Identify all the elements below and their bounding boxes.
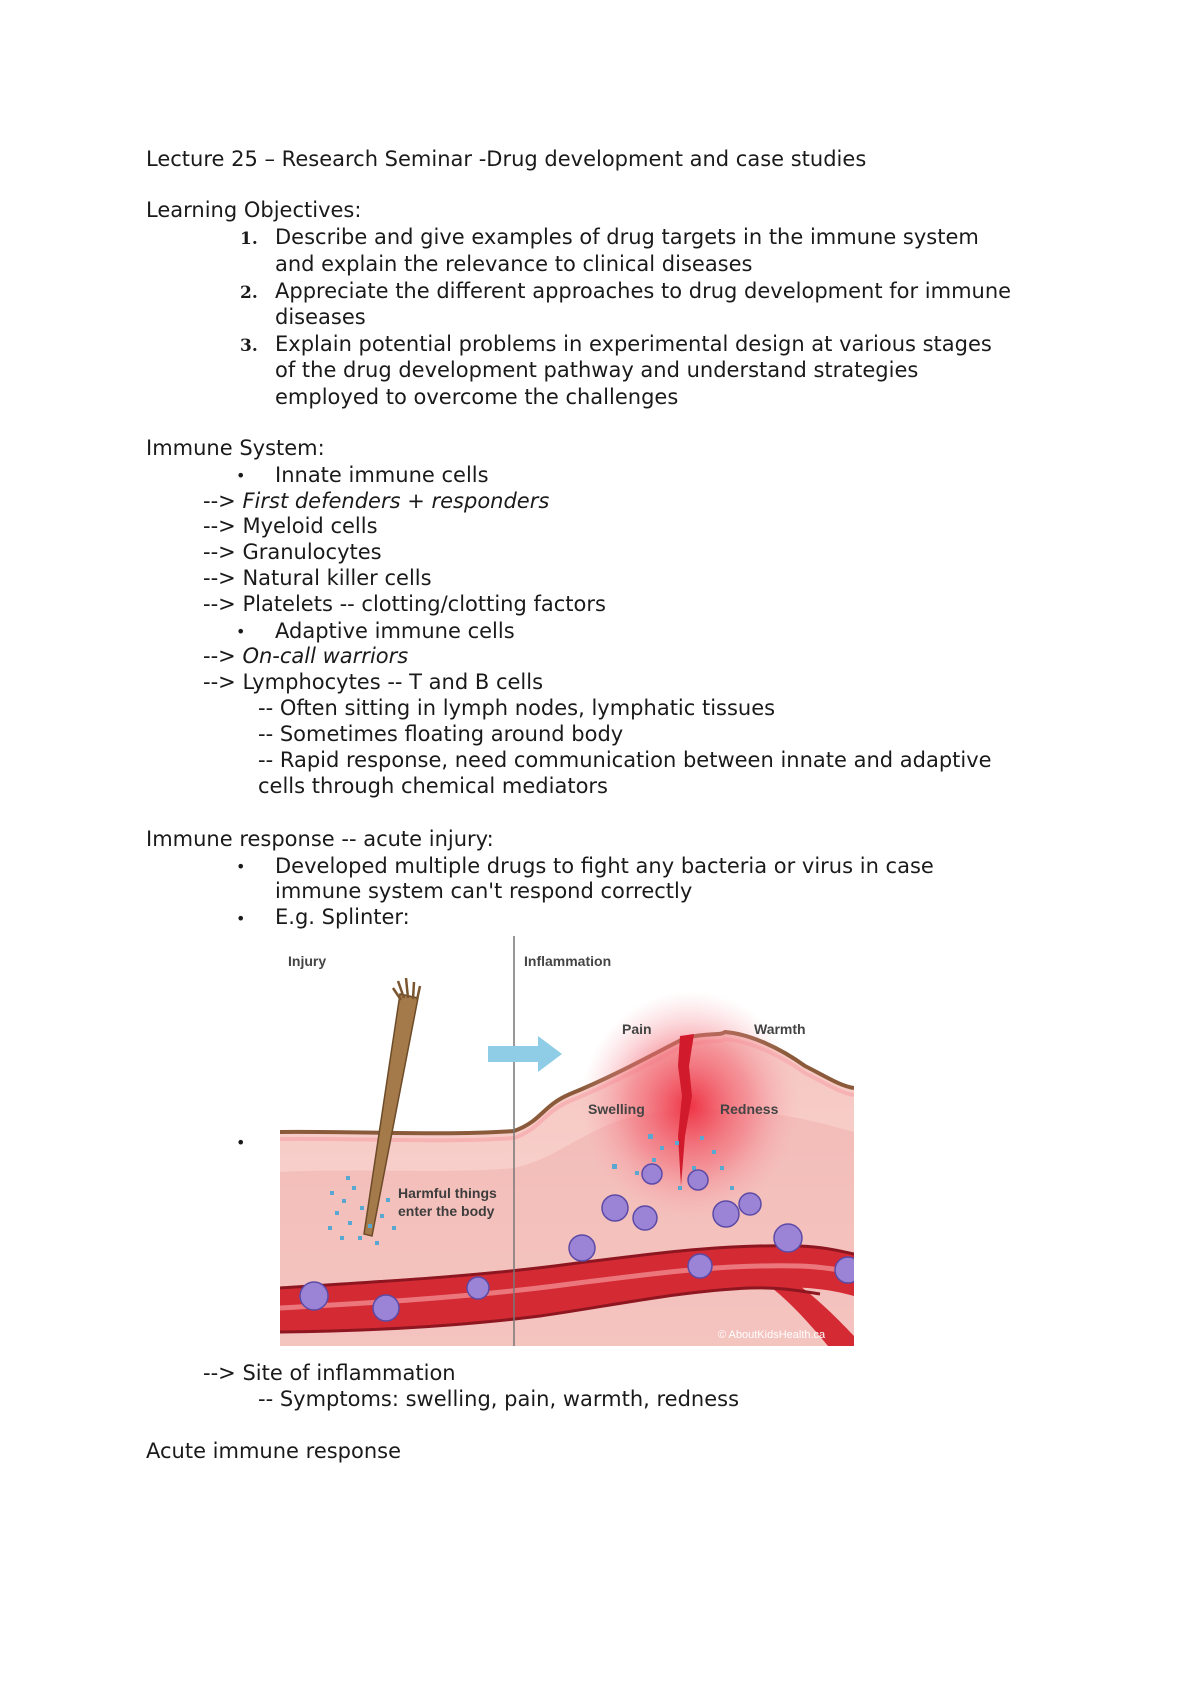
arrow-prefix: --> <box>203 489 236 513</box>
page-title: Lecture 25 – Research Seminar -Drug development and case studies <box>146 147 867 171</box>
objective-number: 1. <box>240 229 258 249</box>
arrow-text: Lymphocytes -- T and B cells <box>242 670 544 694</box>
arrow-line <box>203 591 606 617</box>
arrow-line <box>203 488 549 514</box>
section-heading: Acute immune response <box>146 1439 402 1463</box>
arrow-line <box>203 513 378 539</box>
image-credit: © AboutKidsHealth.ca <box>718 1329 826 1341</box>
arrow-prefix: --> <box>203 644 236 668</box>
inflammation-diagram <box>280 936 854 1346</box>
arrow-line <box>203 643 408 669</box>
arrow-prefix: --> <box>203 566 236 590</box>
label-inflammation: Inflammation <box>524 953 612 969</box>
arrow-prefix: --> <box>203 514 236 538</box>
innate-bullet: Innate immune cells <box>275 463 489 487</box>
label-harmful-2: enter the body <box>398 1203 495 1219</box>
objective-line: employed to overcome the challenges <box>275 385 679 409</box>
arrow-text: Natural killer cells <box>242 566 432 590</box>
adaptive-bullet: Adaptive immune cells <box>275 619 515 643</box>
arrow-text: Site of inflammation <box>242 1361 456 1385</box>
label-harmful-1: Harmful things <box>398 1185 497 1201</box>
arrow-prefix: --> <box>203 540 236 564</box>
label-warmth: Warmth <box>754 1021 806 1037</box>
response-heading: Immune response -- acute injury: <box>146 827 494 851</box>
arrow-icon <box>488 1036 562 1072</box>
sub-line: -- Symptoms: swelling, pain, warmth, redness <box>258 1387 740 1411</box>
sub-line: -- Often sitting in lymph nodes, lymphatic tissues <box>258 696 776 720</box>
arrow-line <box>203 565 432 591</box>
label-swelling: Swelling <box>588 1101 645 1117</box>
label-redness: Redness <box>720 1101 779 1117</box>
arrow-line <box>203 1360 456 1386</box>
sub-line: cells through chemical mediators <box>258 774 608 798</box>
immune-system-heading: Immune System: <box>146 436 325 460</box>
label-injury: Injury <box>288 953 327 969</box>
objective-line: Explain potential problems in experimental design at various stages <box>275 332 992 356</box>
objective-number: 3. <box>240 336 258 356</box>
bullet: • <box>236 909 246 928</box>
bullet: • <box>236 1133 246 1152</box>
objectives-heading: Learning Objectives: <box>146 198 362 222</box>
objective-number: 2. <box>240 283 258 303</box>
response-bullet-line: Developed multiple drugs to fight any bacteria or virus in case <box>275 854 934 878</box>
objective-line: and explain the relevance to clinical diseases <box>275 252 753 276</box>
response-bullet-line: E.g. Splinter: <box>275 905 410 929</box>
objective-line: Appreciate the different approaches to drug development for immune <box>275 279 1012 303</box>
arrow-text: Granulocytes <box>242 540 382 564</box>
objective-line: Describe and give examples of drug targets in the immune system <box>275 225 979 249</box>
arrow-prefix: --> <box>203 592 236 616</box>
objective-line: diseases <box>275 305 366 329</box>
arrow-text: First defenders + responders <box>242 489 550 513</box>
arrow-line <box>203 669 543 695</box>
arrow-text: On-call warriors <box>242 644 409 668</box>
bullet: • <box>236 857 246 876</box>
arrow-text: Myeloid cells <box>242 514 378 538</box>
bullet: • <box>236 466 246 485</box>
bullet: • <box>236 622 246 641</box>
label-pain: Pain <box>622 1021 652 1037</box>
arrow-prefix: --> <box>203 1361 236 1385</box>
arrow-line <box>203 539 382 565</box>
objective-line: of the drug development pathway and understand strategies <box>275 358 919 382</box>
sub-line: -- Rapid response, need communication between innate and adaptive <box>258 748 992 772</box>
arrow-text: Platelets -- clotting/clotting factors <box>242 592 606 616</box>
arrow-prefix: --> <box>203 670 236 694</box>
sub-line: -- Sometimes floating around body <box>258 722 624 746</box>
response-bullet-line: immune system can't respond correctly <box>275 879 693 903</box>
